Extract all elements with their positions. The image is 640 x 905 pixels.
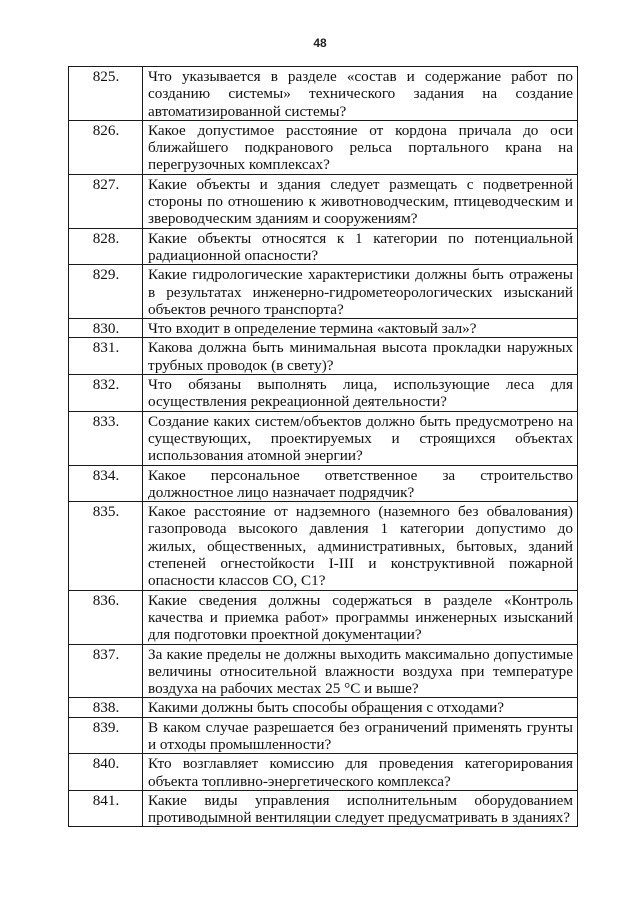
question-row [69,698,578,717]
question-text: Что входит в определение термина «актовый зал»? [143,319,578,338]
question-number: 829. [69,265,143,319]
question-text: Какие сведения должны содержаться в разделе «Контроль качества и приемка работ» программы инженерных изысканий для подготовки проектной документации? [143,590,578,644]
question-text: В каком случае разрешается без ограничений применять грунты и отходы промышленности? [143,717,578,754]
question-text: Какое расстояние от надземного (наземного без обвалования) газопровода высокого давления 1 категории допустимо до жилых, общественных, административных, бытовых, зданий степеней огнестойкости I-III и конструктивной пожарной опасности классов СО, С1? [143,502,578,590]
question-number: 833. [69,411,143,465]
question-row [69,465,578,502]
question-row [69,411,578,465]
question-row [69,644,578,698]
question-row [69,228,578,265]
question-text: Какое персональное ответственное за строительство должностное лицо назначает подрядчик? [143,465,578,502]
question-text: Создание каких систем/объектов должно быть предусмотрено на существующих, проектируемых и строящихся объектах использования атомной энергии? [143,411,578,465]
question-number: 831. [69,338,143,375]
question-number: 841. [69,790,143,827]
question-text: Какова должна быть минимальная высота прокладки наружных трубных проводок (в свету)? [143,338,578,375]
question-row [69,590,578,644]
question-row [69,338,578,375]
question-row [69,265,578,319]
question-text: Что обязаны выполнять лица, использующие леса для осуществления рекреационной деятельности? [143,375,578,412]
question-row [69,754,578,791]
question-text: Какие объекты относятся к 1 категории по потенциальной радиационной опасности? [143,228,578,265]
question-row [69,120,578,174]
question-number: 825. [69,67,143,121]
question-number: 836. [69,590,143,644]
question-row [69,790,578,827]
question-row [69,319,578,338]
page-number: 48 [313,36,327,50]
question-number: 840. [69,754,143,791]
question-number: 832. [69,375,143,412]
question-text: Что указывается в разделе «состав и содержание работ по созданию системы» технического задания на создание автоматизированной системы? [143,67,578,121]
question-number: 839. [69,717,143,754]
question-number: 830. [69,319,143,338]
question-text: Какими должны быть способы обращения с отходами? [143,698,578,717]
question-text: Какое допустимое расстояние от кордона причала до оси ближайшего подкранового рельса портального крана на перегрузочных комплексах? [143,120,578,174]
question-text: Кто возглавляет комиссию для проведения категорирования объекта топливно-энергетического комплекса? [143,754,578,791]
question-number: 826. [69,120,143,174]
question-text: Какие объекты и здания следует размещать с подветренной стороны по отношению к животноводческим, птицеводческим и звероводческим зданиям и сооружениям? [143,174,578,228]
question-row [69,67,578,121]
questions-table [68,66,578,827]
question-number: 827. [69,174,143,228]
question-row [69,717,578,754]
question-number: 834. [69,465,143,502]
question-text: За какие пределы не должны выходить максимально допустимые величины относительной влажности воздуха при температуре воздуха на рабочих местах 25 °С и выше? [143,644,578,698]
question-row [69,502,578,590]
question-text: Какие гидрологические характеристики должны быть отражены в результатах инженерно-гидрометеорологических изысканий объектов речного транспорта? [143,265,578,319]
question-number: 828. [69,228,143,265]
question-number: 837. [69,644,143,698]
question-text: Какие виды управления исполнительным оборудованием противодымной вентиляции следует предусматривать в зданиях? [143,790,578,827]
question-row [69,375,578,412]
question-row [69,174,578,228]
question-number: 835. [69,502,143,590]
question-number: 838. [69,698,143,717]
